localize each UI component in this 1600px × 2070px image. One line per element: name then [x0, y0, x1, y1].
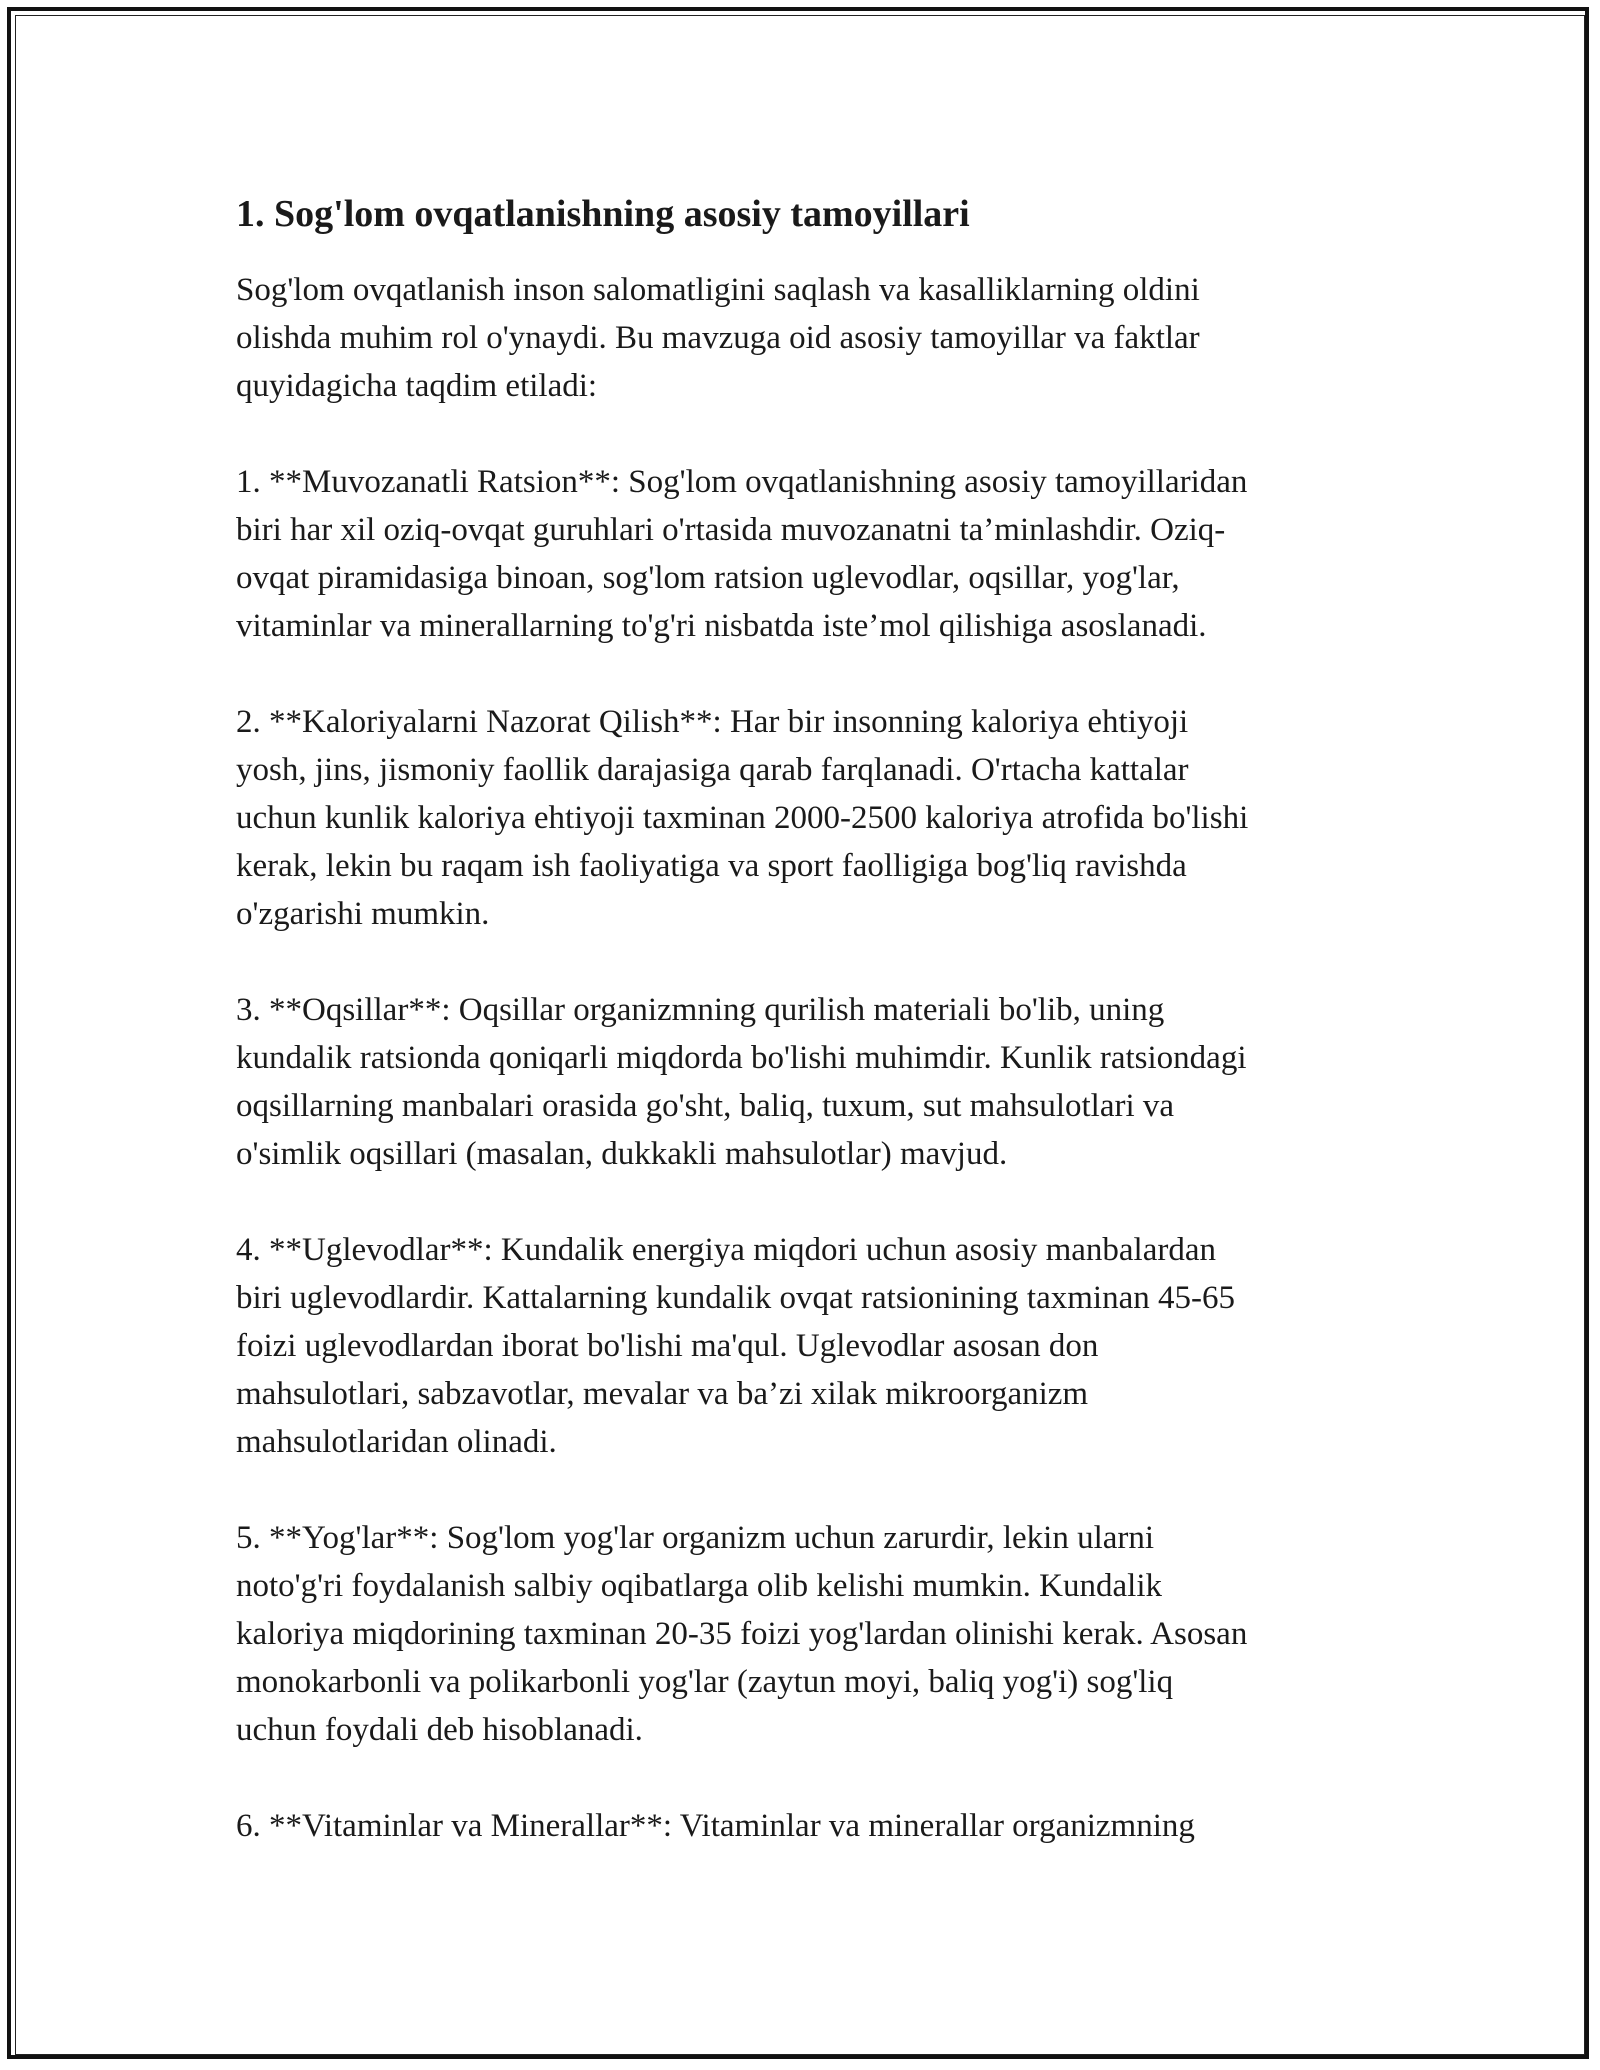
text-line: 4. **Uglevodlar**: Kundalik energiya miqdori uchun asosiy manbalardan	[236, 1232, 1216, 1268]
text-line: kaloriya miqdorining taxminan 20-35 foizi yog'lardan olinishi kerak. Asosan	[236, 1616, 1248, 1652]
text-line: o'simlik oqsillari (masalan, dukkakli mahsulotlar) mavjud.	[236, 1136, 1008, 1172]
text-line: olishda muhim rol o'ynaydi. Bu mavzuga oid asosiy tamoyillar va faktlar	[236, 320, 1200, 356]
text-line: 5. **Yog'lar**: Sog'lom yog'lar organizm uchun zarurdir, lekin ularni	[236, 1520, 1155, 1556]
text-line: mahsulotlari, sabzavotlar, mevalar va ba’zi xilak mikroorganizm	[236, 1376, 1089, 1412]
text-line: o'zgarishi mumkin.	[236, 896, 490, 932]
text-line: oqsillarning manbalari orasida go'sht, baliq, tuxum, sut mahsulotlari va	[236, 1088, 1175, 1124]
text-line: biri uglevodlardir. Kattalarning kundalik ovqat ratsionining taxminan 45-65	[236, 1280, 1235, 1316]
list-item-balanced-diet	[236, 458, 1376, 650]
list-item-proteins	[236, 986, 1376, 1178]
text-line: kerak, lekin bu raqam ish faoliyatiga va sport faolligiga bog'liq ravishda	[236, 848, 1187, 884]
text-line: Sog'lom ovqatlanish inson salomatligini saqlash va kasalliklarning oldini	[236, 272, 1200, 308]
text-line: monokarbonli va polikarbonli yog'lar (zaytun moyi, baliq yog'i) sog'liq	[236, 1664, 1174, 1700]
list-item-calorie-control	[236, 698, 1376, 938]
text-line: uchun kunlik kaloriya ehtiyoji taxminan 2000-2500 kaloriya atrofida bo'lishi	[236, 800, 1249, 836]
list-item-vitamins-minerals	[236, 1802, 1376, 1850]
text-line: vitaminlar va minerallarning to'g'ri nisbatda iste’mol qilishiga asoslanadi.	[236, 608, 1207, 644]
text-line: foizi uglevodlardan iborat bo'lishi ma'qul. Uglevodlar asosan don	[236, 1328, 1099, 1364]
text-line: mahsulotlaridan olinadi.	[236, 1424, 557, 1460]
text-line: 3. **Oqsillar**: Oqsillar organizmning qurilish materiali bo'lib, uning	[236, 992, 1165, 1028]
text-line: 6. **Vitaminlar va Minerallar**: Vitaminlar va minerallar organizmning	[236, 1808, 1195, 1844]
text-line: kundalik ratsionda qoniqarli miqdorda bo'lishi muhimdir. Kunlik ratsiondagi	[236, 1040, 1247, 1076]
list-item-fats	[236, 1514, 1376, 1754]
text-line: 1. **Muvozanatli Ratsion**: Sog'lom ovqatlanishning asosiy tamoyillaridan	[236, 464, 1248, 500]
document-title: 1. Sog'lom ovqatlanishning asosiy tamoyillari	[236, 193, 970, 235]
text-line: yosh, jins, jismoniy faollik darajasiga qarab farqlanadi. O'rtacha kattalar	[236, 752, 1189, 788]
document-body	[236, 186, 1376, 1898]
text-line: ovqat piramidasiga binoan, sog'lom ratsion uglevodlar, oqsillar, yog'lar,	[236, 560, 1180, 596]
text-line: biri har xil oziq-ovqat guruhlari o'rtasida muvozanatni ta’minlashdir. Oziq-	[236, 512, 1226, 548]
intro-paragraph	[236, 266, 1376, 410]
text-line: quyidagicha taqdim etiladi:	[236, 368, 598, 404]
text-line: uchun foydali deb hisoblanadi.	[236, 1712, 643, 1748]
text-line: 2. **Kaloriyalarni Nazorat Qilish**: Har bir insonning kaloriya ehtiyoji	[236, 704, 1189, 740]
list-item-carbohydrates	[236, 1226, 1376, 1466]
text-line: noto'g'ri foydalanish salbiy oqibatlarga olib kelishi mumkin. Kundalik	[236, 1568, 1162, 1604]
